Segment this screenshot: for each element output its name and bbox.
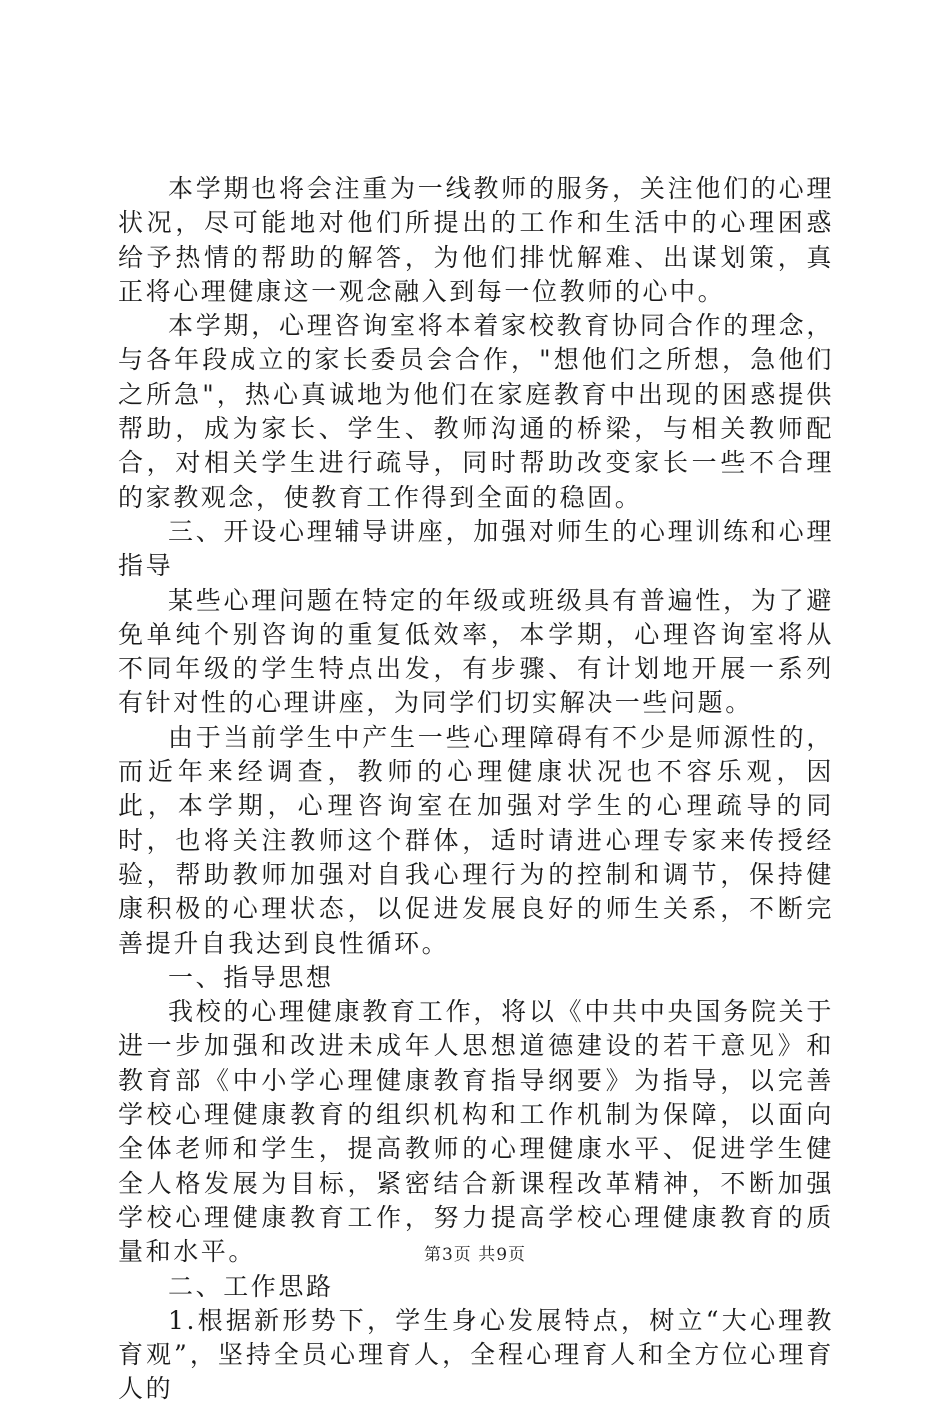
document-body bbox=[118, 172, 834, 1407]
section-heading-work-approach: 二、工作思路 bbox=[168, 1271, 334, 1301]
paragraph-teacher-health: 由于当前学生中产生一些心理障碍有不少是师源性的，而近年来经调查，教师的心理健康状况也不容乐观，因此，本学期，心理咨询室在加强对学生的心理疏导的同时，也将关注教师这个群体，适时请进心理专家来传授经验，帮助教师加强对自我心理行为的控制和调节，保持健康积极的心理状态，以促进发展良好的师生关系，不断完善提升自我达到良性循环。 bbox=[118, 722, 834, 958]
paragraph-work-approach-1: 1.根据新形势下，学生身心发展特点，树立“大心理教育观”，坚持全员心理育人，全程心理育人和全方位心理育人的 bbox=[118, 1305, 834, 1404]
paragraph-guiding-ideology: 我校的心理健康教育工作，将以《中共中央国务院关于进一步加强和改进未成年人思想道德建设的若干意见》和教育部《中小学心理健康教育指导纲要》为指导，以完善学校心理健康教育的组织机构和工作机制为保障，以面向全体老师和学生，提高教师的心理健康水平、促进学生健全人格发展为目标，紧密结合新课程改革精神，不断加强学校心理健康教育工作，努力提高学校心理健康教育的质量和水平。 bbox=[118, 997, 834, 1267]
paragraph-home-school: 本学期，心理咨询室将本着家校教育协同合作的理念，与各年段成立的家长委员会合作，"想他们之所想，急他们之所急"，热心真诚地为他们在家庭教育中出现的困惑提供帮助，成为家长、学生、教师沟通的桥梁，与相关教师配合，对相关学生进行疏导，同时帮助改变家长一些不合理的家教观念，使教育工作得到全面的稳固。 bbox=[118, 311, 834, 512]
section-heading-lectures: 三、开设心理辅导讲座，加强对师生的心理训练和心理指导 bbox=[118, 516, 834, 581]
section-heading-guiding-ideology: 一、指导思想 bbox=[168, 962, 334, 992]
paragraph-teacher-service: 本学期也将会注重为一线教师的服务，关注他们的心理状况，尽可能地对他们所提出的工作和生活中的心理困惑给予热情的帮助的解答，为他们排忧解难、出谋划策，真正将心理健康这一观念融入到每一位教师的心中。 bbox=[118, 174, 834, 306]
paragraph-lectures: 某些心理问题在特定的年级或班级具有普遍性，为了避免单纯个别咨询的重复低效率，本学期，心理咨询室将从不同年级的学生特点出发，有步骤、有计划地开展一系列有针对性的心理讲座，为同学们切实解决一些问题。 bbox=[118, 585, 834, 718]
page-footer: 第3页 共9页 bbox=[423, 1245, 527, 1265]
